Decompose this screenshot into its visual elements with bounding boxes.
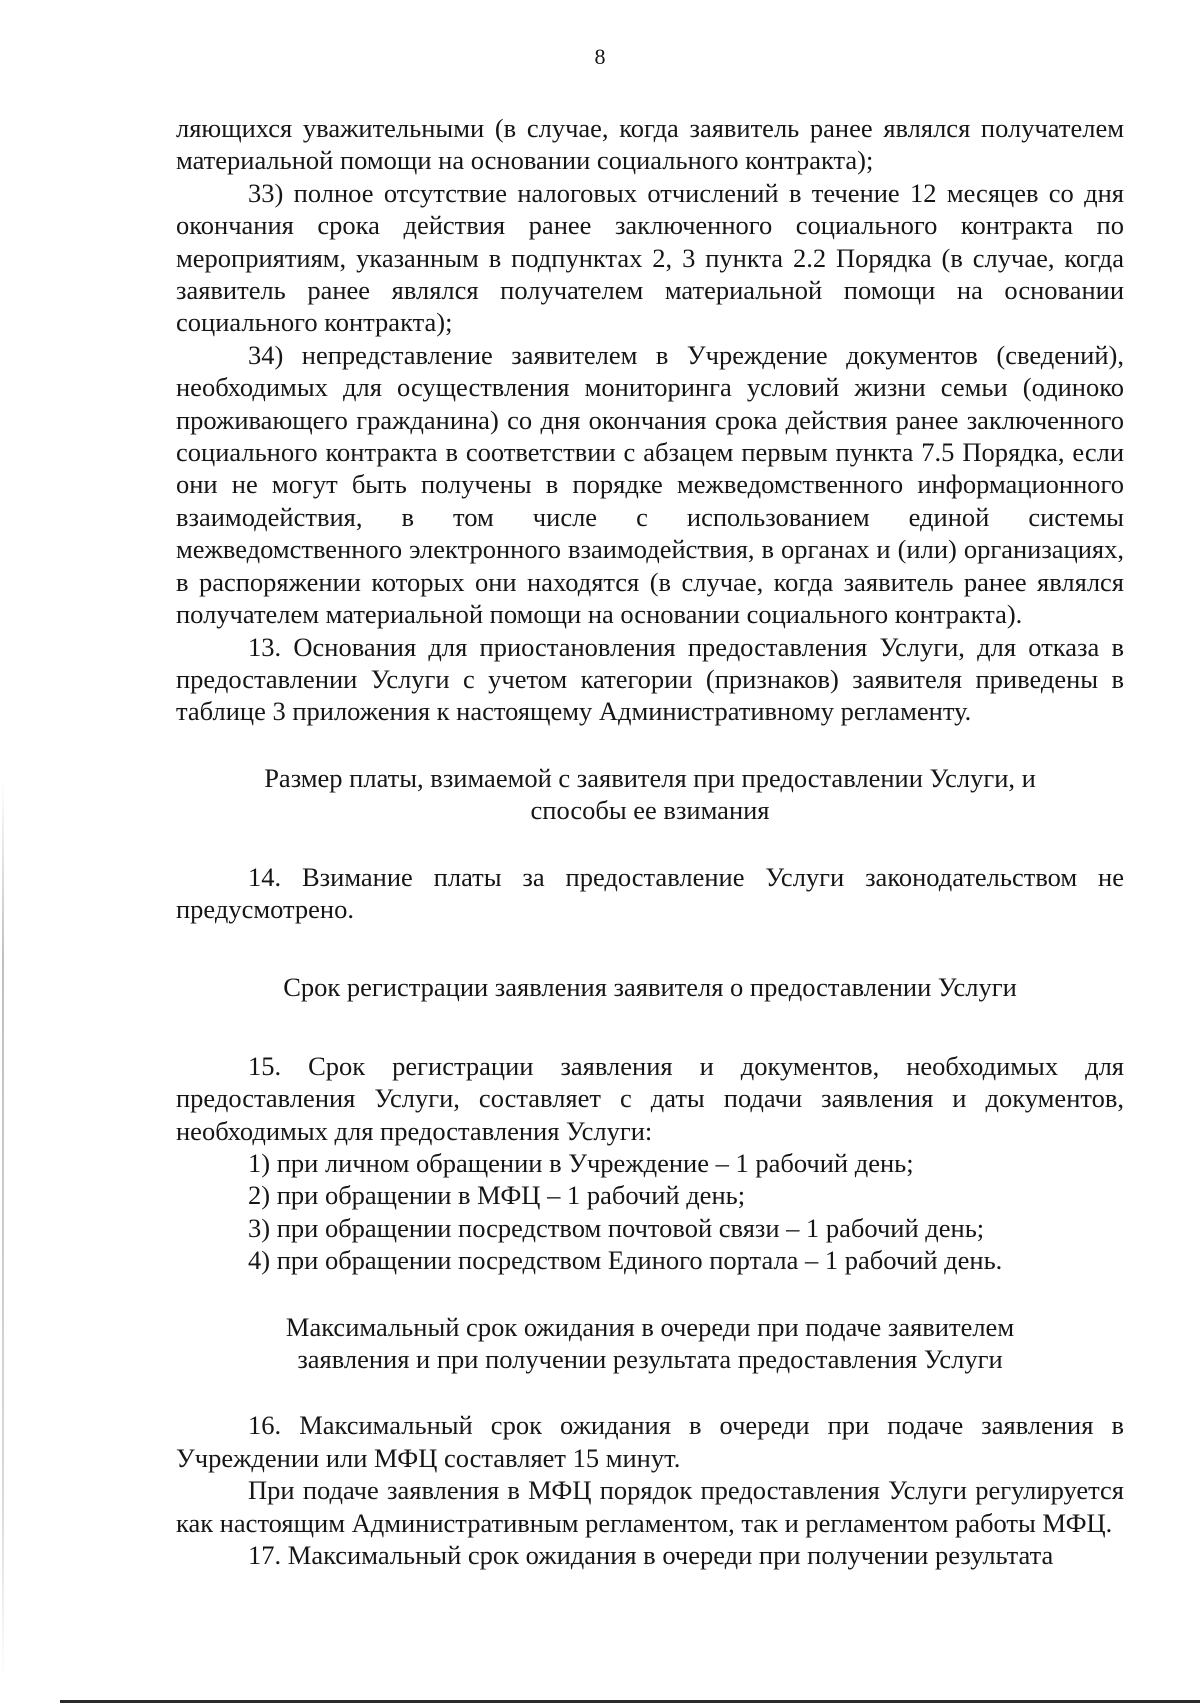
- scan-edge-left: [2, 780, 4, 1680]
- list-item-15-1: 1) при личном обращении в Учреждение – 1 рабочий день;: [248, 1147, 914, 1178]
- paragraph-continuation: ляющихся уважительными (в случае, когда заявитель ранее являлся получателем материальной помощи на основании социального контракта);: [176, 113, 1124, 176]
- paragraph-item-34: 34) непредставление заявителем в Учреждение документов (сведений), необходимых для осуществления мониторинга условий жизни семьи (одиноко проживающего гражданина) со дня окончания срока действия ранее заключенного социального контракта в соответствии с абзацем первым пункта 7.5 Порядка, если они не могут быть получены в порядке межведомственного информационного взаимодействия, в том числе с использованием единой системы межведомственного электронного взаимодействия, в органах и (или) организациях, в распоряжении которых они находятся (в случае, когда заявитель ранее являлся получателем материальной помощи на основании социального контракта).: [176, 339, 1124, 630]
- scan-edge-bottom: [60, 1700, 1200, 1703]
- section-heading-queue: Максимальный срок ожидания в очереди при подаче заявителем заявления и при получении результата предоставления Услуги: [285, 1311, 1015, 1374]
- list-item-15-3: 3) при обращении посредством почтовой связи – 1 рабочий день;: [248, 1212, 985, 1243]
- list-item-15-2: 2) при обращении в МФЦ – 1 рабочий день;: [248, 1180, 746, 1211]
- paragraph-14: 14. Взимание платы за предоставление Услуги законодательством не предусмотрено.: [176, 861, 1124, 924]
- section-heading-fee: Размер платы, взимаемой с заявителя при предоставлении Услуги, и способы ее взимания: [264, 762, 1036, 826]
- document-body: [176, 112, 1124, 1571]
- paragraph-17: 17. Максимальный срок ожидания в очереди при получении результата: [248, 1540, 1054, 1571]
- paragraph-16-second: При подаче заявления в МФЦ порядок предоставления Услуги регулируется как настоящим Административным регламентом, так и регламентом работы МФЦ.: [176, 1475, 1124, 1538]
- paragraph-16: 16. Максимальный срок ожидания в очереди при подаче заявления в Учреждении или МФЦ составляет 15 минут.: [176, 1410, 1124, 1473]
- paragraph-13: 13. Основания для приостановления предоставления Услуги, для отказа в предоставлении Услуги с учетом категории (признаков) заявителя приведены в таблице 3 приложения к настоящему Административному регламенту.: [176, 631, 1124, 727]
- page-number: 8: [594, 44, 606, 69]
- list-item-15-4: 4) при обращении посредством Единого портала – 1 рабочий день.: [248, 1245, 1003, 1276]
- paragraph-15: 15. Срок регистрации заявления и документов, необходимых для предоставления Услуги, составляет с даты подачи заявления и документов, необходимых для предоставления Услуги:: [176, 1050, 1124, 1146]
- paragraph-item-33: 33) полное отсутствие налоговых отчислений в течение 12 месяцев со дня окончания срока действия ранее заключенного социального контракта по мероприятиям, указанным в подпунктах 2, 3 пункта 2.2 Порядка (в случае, когда заявитель ранее являлся получателем материальной помощи на основании социального контракта);: [176, 177, 1124, 338]
- section-heading-registration: Срок регистрации заявления заявителя о предоставлении Услуги: [283, 972, 1017, 1003]
